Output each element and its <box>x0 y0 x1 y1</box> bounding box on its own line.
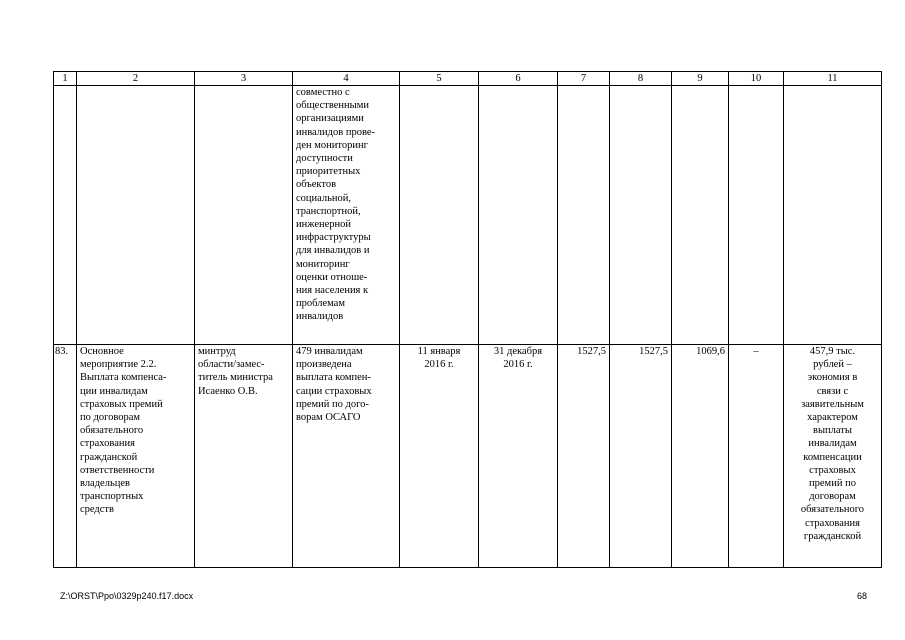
cell-text-line: обязательного <box>800 504 865 516</box>
cell-text-line: сации страховых <box>296 385 372 397</box>
cell-empty <box>729 86 784 345</box>
cell-empty <box>784 86 882 345</box>
cell-text-line: 479 инвалидам <box>296 346 363 357</box>
col-header-2: 2 <box>77 72 195 86</box>
cell-text-line: рублей – <box>813 359 852 371</box>
cell-activity <box>77 345 195 568</box>
cell-text-line: ции инвалидам <box>80 385 148 397</box>
cell-value-9: 1069,6 <box>672 345 729 568</box>
cell-text-line: мероприятие 2.2. <box>80 359 157 371</box>
cell-responsible <box>195 345 293 568</box>
col-header-8: 8 <box>610 72 672 86</box>
cell-text-line: титель министра <box>198 372 273 384</box>
col-header-11: 11 <box>784 72 882 86</box>
cell-text-line: инженерной <box>296 219 352 231</box>
cell-text-line: страхования <box>80 438 135 450</box>
col-header-4: 4 <box>293 72 400 86</box>
cell-text-line: транспортной, <box>296 205 361 217</box>
cell-text-line: Исаенко О.В. <box>198 385 258 397</box>
cell-text-line: Основное <box>80 346 124 357</box>
col-header-3: 3 <box>195 72 293 86</box>
cell-text-line: премий по <box>809 478 856 490</box>
cell-text-line: для инвалидов и <box>296 245 370 257</box>
cell-value-8: 1527,5 <box>610 345 672 568</box>
col-header-6: 6 <box>479 72 558 86</box>
cell-text-line: страховых <box>809 464 856 476</box>
cell-result-text <box>293 345 400 568</box>
footer-file-path: Z:\ORST\Ppo\0329p240.f17.docx <box>60 591 194 601</box>
cell-end-date <box>479 345 558 568</box>
cell-text-line: премий по дого- <box>296 398 369 410</box>
cell-start-date <box>400 345 479 568</box>
col-header-1: 1 <box>54 72 77 86</box>
cell-text-line: владельцев <box>80 478 130 490</box>
cell-text-line: общественными <box>296 100 369 112</box>
footer-page-number: 68 <box>856 591 867 601</box>
cell-empty <box>77 86 195 345</box>
cell-text-line: характером <box>807 412 858 424</box>
cell-empty <box>479 86 558 345</box>
cell-text-line: заявительным <box>801 398 864 410</box>
cell-note <box>784 345 882 568</box>
column-number-row <box>54 72 882 86</box>
cell-text-line: инвалидам <box>808 438 857 450</box>
cell-text-line: страхования <box>805 517 860 529</box>
cell-text-line: социальной, <box>296 192 352 204</box>
cell-empty <box>54 86 77 345</box>
cell-text-line: 457,9 тыс. <box>809 346 856 357</box>
cell-result-text <box>293 86 400 345</box>
cell-text-line: мониторинг <box>296 258 350 270</box>
cell-text-line: доступности <box>296 153 353 165</box>
cell-text-line: оценки отноше- <box>296 271 368 283</box>
cell-text-line: ния населения к <box>296 285 369 297</box>
col-header-7: 7 <box>558 72 610 86</box>
cell-text-line: ден мониторинг <box>296 139 368 151</box>
table-row-83 <box>54 345 882 568</box>
report-table <box>53 71 882 568</box>
cell-text-line: средств <box>80 504 114 516</box>
cell-text-line: гражданской <box>803 530 862 542</box>
cell-text-line: 31 декабря <box>493 346 543 357</box>
cell-text-line: ответственности <box>80 464 155 476</box>
cell-text-line: страховых премий <box>80 398 163 410</box>
cell-text-line: гражданской <box>80 451 138 463</box>
cell-text-line: инвалидов <box>296 311 344 323</box>
cell-text-line: по договорам <box>80 412 141 424</box>
cell-empty <box>400 86 479 345</box>
cell-text-line: 2016 г. <box>503 359 533 371</box>
row-number: 83. <box>54 345 77 568</box>
cell-text-line: транспортных <box>80 491 144 503</box>
cell-text-line: ворам ОСАГО <box>296 412 361 424</box>
cell-text-line: совместно с <box>296 87 350 98</box>
cell-text-line: проблемам <box>296 298 345 310</box>
cell-value-7: 1527,5 <box>558 345 610 568</box>
cell-text-line: области/замес- <box>198 359 265 371</box>
cell-text-line: 2016 г. <box>424 359 454 371</box>
cell-text-line: выплата компен- <box>296 372 371 384</box>
cell-empty <box>558 86 610 345</box>
cell-text-line: связи с <box>816 385 849 397</box>
cell-text-line: минтруд <box>198 346 236 357</box>
col-header-10: 10 <box>729 72 784 86</box>
cell-text-line: произведена <box>296 359 352 371</box>
cell-text-line: обязательного <box>80 425 144 437</box>
cell-empty <box>610 86 672 345</box>
cell-text-line: Выплата компенса- <box>80 372 167 384</box>
col-header-9: 9 <box>672 72 729 86</box>
cell-empty <box>672 86 729 345</box>
cell-text-line: выплаты <box>813 425 852 437</box>
cell-text-line: инвалидов прове- <box>296 126 376 138</box>
cell-text-line: экономия в <box>807 372 858 384</box>
cell-text-line: 11 января <box>417 346 461 357</box>
cell-text-line: договорам <box>809 491 856 503</box>
col-header-5: 5 <box>400 72 479 86</box>
cell-value-10: – <box>729 345 784 568</box>
cell-empty <box>195 86 293 345</box>
cell-text-line: компенсации <box>803 451 862 463</box>
cell-text-line: организациями <box>296 113 364 125</box>
cell-text-line: приоритетных <box>296 166 361 178</box>
cell-text-line: объектов <box>296 179 337 191</box>
cell-text-line: инфраструктуры <box>296 232 371 244</box>
table-row-continued <box>54 86 882 345</box>
